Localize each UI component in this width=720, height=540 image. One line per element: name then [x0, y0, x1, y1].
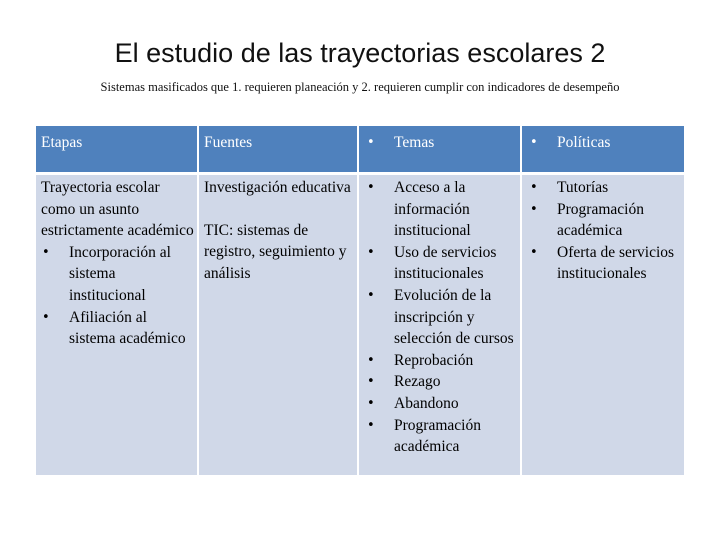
cell-temas [358, 174, 521, 476]
cell-fuentes [198, 174, 358, 476]
header-politicas-label: • Políticas [527, 132, 681, 154]
etapas-text: Trayectoria escolar como un asunto estrictamente académico [41, 179, 194, 240]
fuentes-item: Investigación educativa [204, 179, 351, 196]
list-item: • Afiliación al sistema académico [41, 307, 194, 350]
list-item: • Uso de servicios institucionales [364, 242, 517, 285]
list-item: • Tutorías [527, 177, 681, 199]
list-item: • Programación académica [527, 199, 681, 242]
table-header-row [36, 126, 684, 174]
cell-politicas [521, 174, 684, 476]
list-item: • Acceso a la información institucional [364, 177, 517, 242]
list-item: • Rezago [364, 371, 517, 393]
cell-etapas [36, 174, 198, 476]
list-item: • Reprobación [364, 350, 517, 372]
list-item: • Incorporación al sistema institucional [41, 242, 194, 307]
politicas-list [527, 177, 681, 285]
list-item: • Oferta de servicios institucionales [527, 242, 681, 285]
etapas-list [41, 242, 194, 350]
temas-list [364, 177, 517, 458]
trayectorias-table [36, 126, 684, 475]
header-etapas: Etapas [36, 126, 198, 174]
slide-title: El estudio de las trayectorias escolares 2 [114, 38, 606, 68]
slide-subtitle: Sistemas masificados que 1. requieren planeación y 2. requieren cumplir con indicadores de desempeño [100, 80, 620, 94]
fuentes-item: TIC: sistemas de registro, seguimiento y análisis [204, 221, 347, 282]
header-politicas [521, 126, 684, 174]
list-item: • Programación académica [364, 415, 517, 458]
header-fuentes: Fuentes [198, 126, 358, 174]
table-body-row [36, 174, 684, 476]
header-temas [358, 126, 521, 174]
header-temas-label: • Temas [364, 132, 517, 154]
list-item: • Evolución de la inscripción y selección de cursos [364, 285, 517, 350]
list-item: • Abandono [364, 393, 517, 415]
